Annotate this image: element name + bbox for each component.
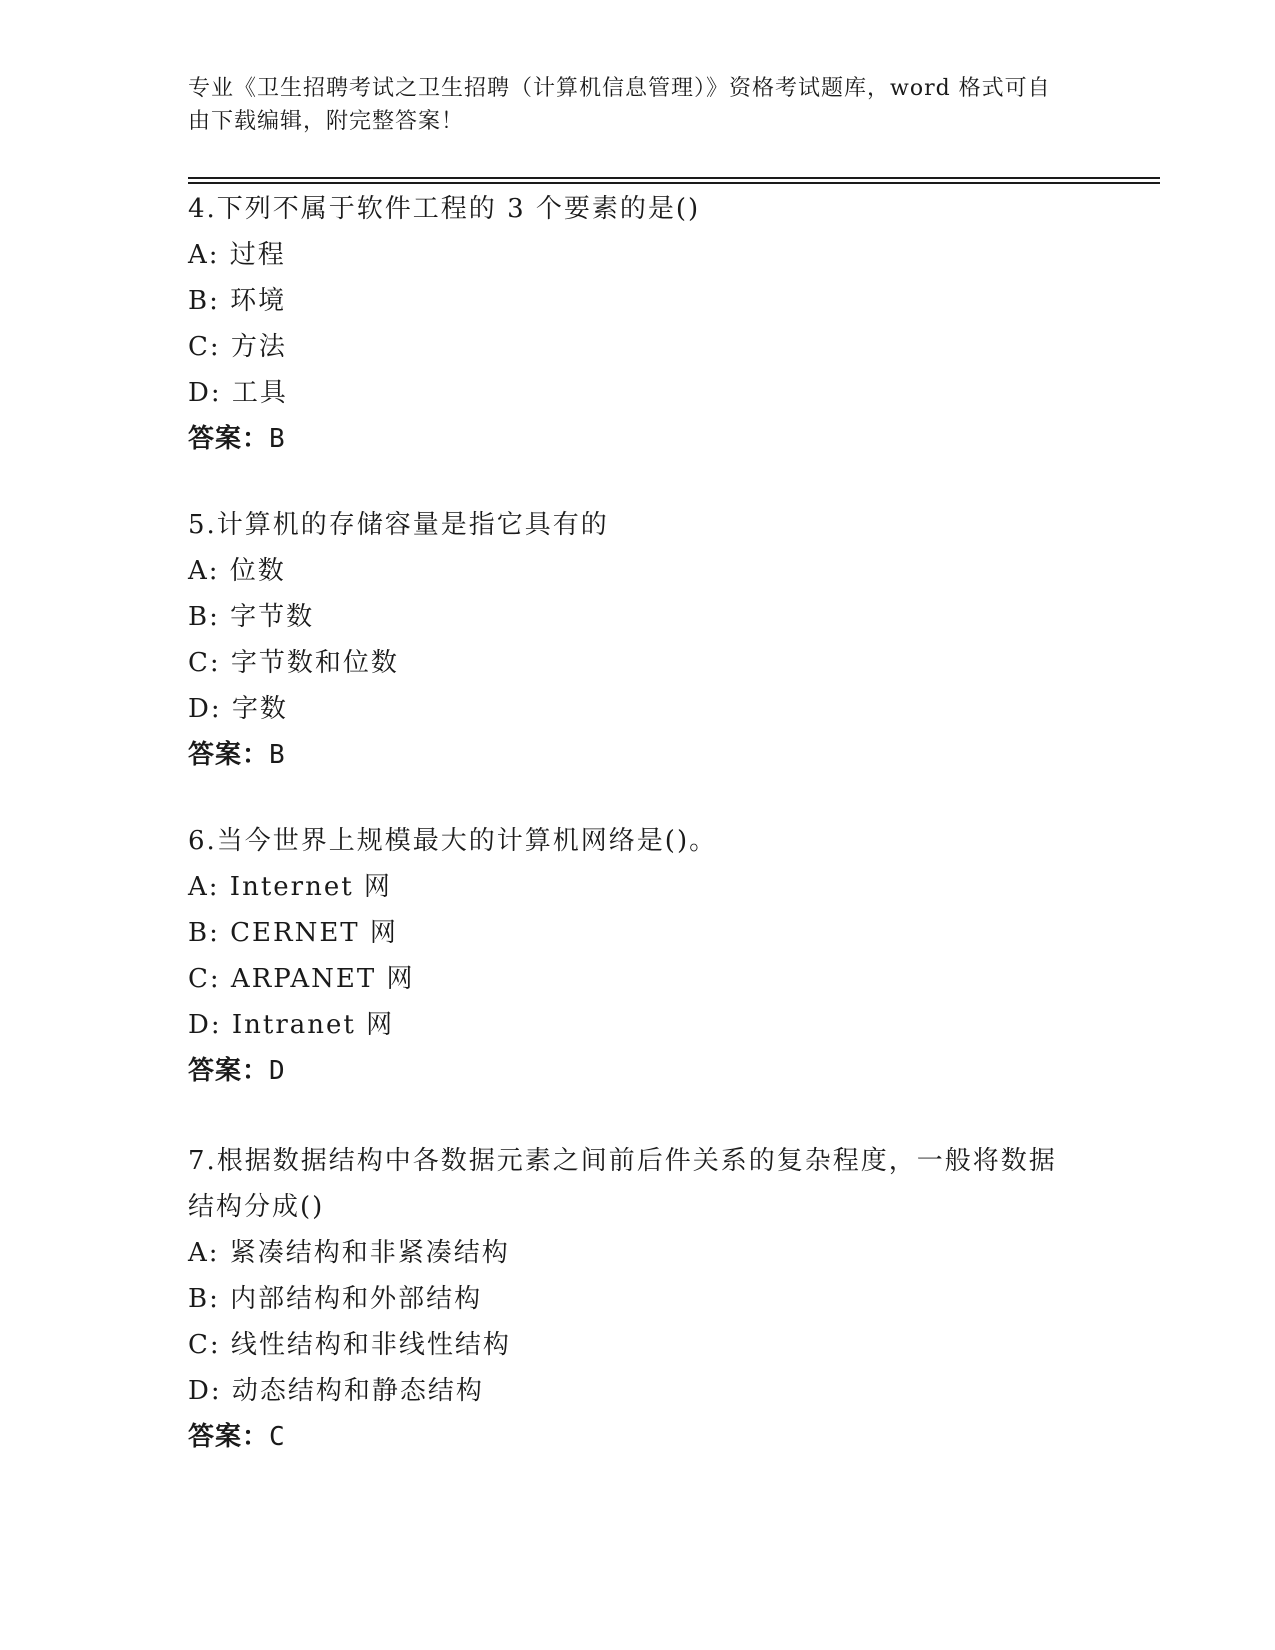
option-c: C: 字节数和位数: [188, 648, 399, 678]
question-6: [188, 818, 1068, 1094]
option-d: D: 工具: [188, 378, 288, 408]
answer-line: [188, 1414, 1068, 1460]
answer-value: B: [269, 424, 286, 454]
answer-value: B: [269, 740, 286, 770]
option-c: C: 方法: [188, 332, 287, 362]
answer-line: [188, 732, 1068, 778]
question-stem: 5.计算机的存储容量是指它具有的: [188, 510, 609, 540]
header-divider-bottom: [188, 182, 1160, 184]
option-c: C: ARPANET 网: [188, 964, 415, 994]
option-d: D: Intranet 网: [188, 1010, 395, 1040]
question-4: [188, 186, 1068, 462]
option-a: A: 紧凑结构和非紧凑结构: [188, 1238, 510, 1268]
question-stem: 4.下列不属于软件工程的 3 个要素的是(): [188, 194, 701, 224]
answer-label: 答案：: [188, 1056, 270, 1086]
question-stem: 7.根据数据结构中各数据元素之间前后件关系的复杂程度，一般将数据结构分成(): [188, 1146, 1057, 1222]
option-d: D: 动态结构和静态结构: [188, 1376, 484, 1406]
option-b: B: 字节数: [188, 602, 315, 632]
answer-line: [188, 416, 1068, 462]
question-stem: 6.当今世界上规模最大的计算机网络是()。: [188, 826, 718, 856]
answer-value: D: [269, 1056, 286, 1086]
option-b: B: 内部结构和外部结构: [188, 1284, 483, 1314]
option-d: D: 字数: [188, 694, 288, 724]
option-a: A: 位数: [188, 556, 286, 586]
option-b: B: 环境: [188, 286, 287, 316]
option-c: C: 线性结构和非线性结构: [188, 1330, 511, 1360]
answer-value: C: [269, 1422, 286, 1452]
option-a: A: Internet 网: [188, 872, 392, 902]
question-7: [188, 1138, 1068, 1460]
answer-line: [188, 1048, 1068, 1094]
question-5: [188, 502, 1068, 778]
document-intro: 专业《卫生招聘考试之卫生招聘（计算机信息管理）》资格考试题库，word 格式可自由下载编辑，附完整答案！: [188, 76, 1051, 134]
header-divider-top: [188, 177, 1160, 179]
option-a: A: 过程: [188, 240, 286, 270]
option-b: B: CERNET 网: [188, 918, 398, 948]
answer-label: 答案：: [188, 1422, 270, 1452]
answer-label: 答案：: [188, 740, 270, 770]
answer-label: 答案：: [188, 424, 270, 454]
